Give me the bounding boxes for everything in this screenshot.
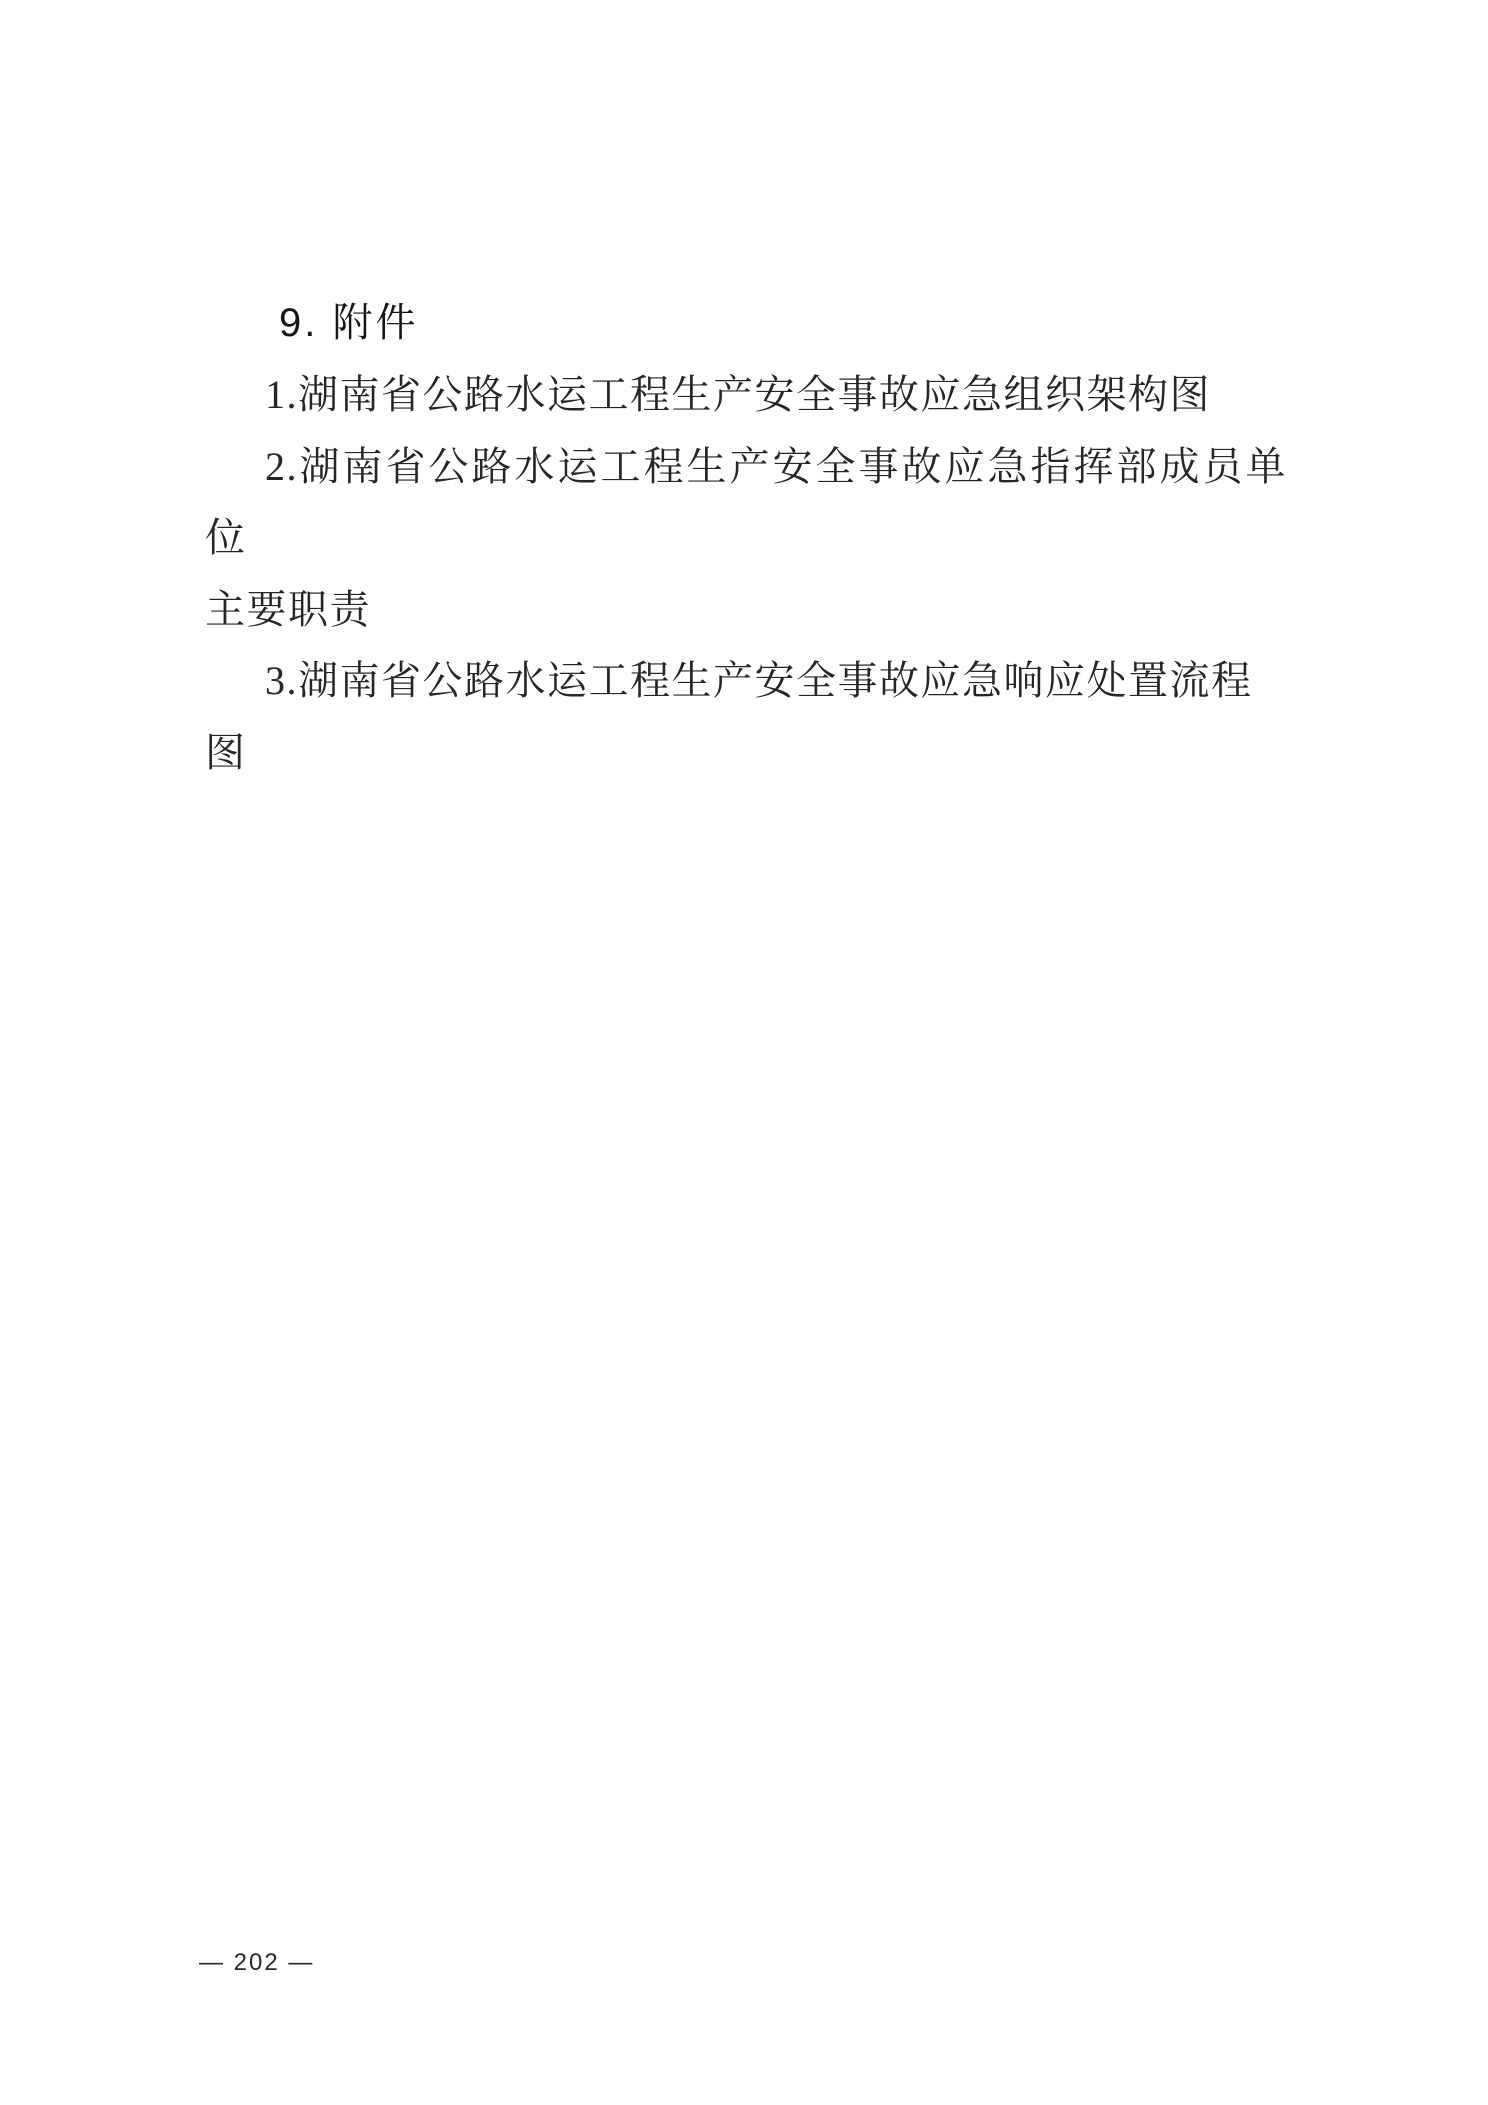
attachment-item-3: 3.湖南省公路水运工程生产安全事故应急响应处置流程图 xyxy=(205,658,1253,775)
page-number: — 202 — xyxy=(199,1949,315,1976)
section-heading: 9. 附件 xyxy=(279,301,419,345)
attachment-item-2-line-1: 2.湖南省公路水运工程生产安全事故应急指挥部成员单位 xyxy=(205,443,1287,560)
attachment-item-2-line-2: 主要职责 xyxy=(205,586,371,632)
attachment-item-1: 1.湖南省公路水运工程生产安全事故应急组织架构图 xyxy=(265,372,1211,417)
attachments-section xyxy=(205,288,1287,788)
